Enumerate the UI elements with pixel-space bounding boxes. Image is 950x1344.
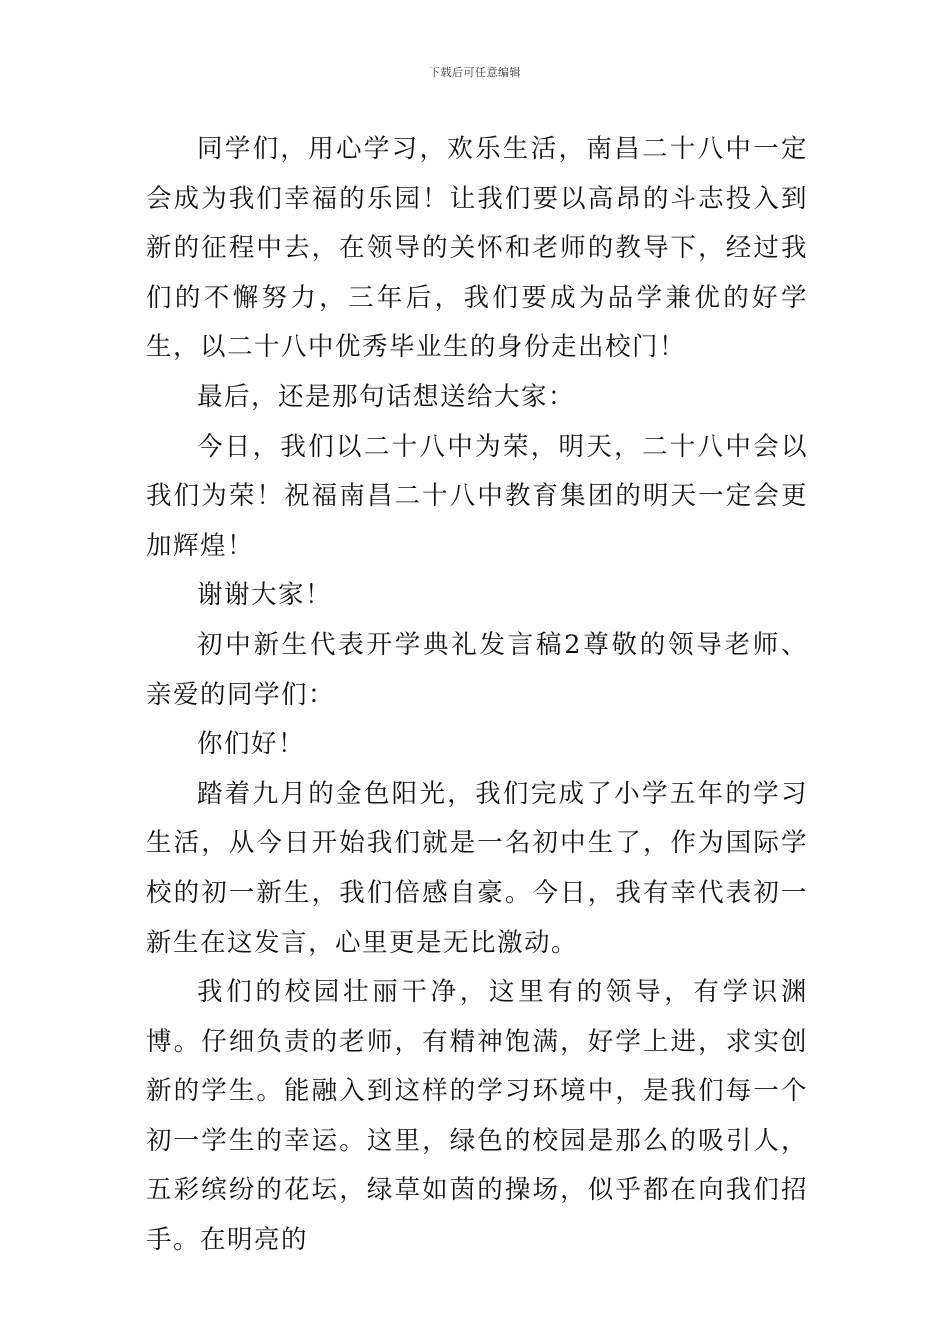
document-body: [146, 125, 808, 1266]
paragraph: 同学们，用心学习，欢乐生活，南昌二十八中一定会成为我们幸福的乐园！让我们要以高昂的斗志投入到新的征程中去，在领导的关怀和老师的教导下，经过我们的不懈努力，三年后，我们要成为品学兼优的好学生，以二十八中优秀毕业生的身份走出校门！: [146, 134, 808, 363]
paragraph: 谢谢大家！: [197, 580, 333, 611]
paragraph: 今日，我们以二十八中为荣，明天，二十八中会以我们为荣！祝福南昌二十八中教育集团的明天一定会更加辉煌！: [146, 431, 808, 561]
paragraph: 我们的校园壮丽干净，这里有的领导，有学识渊博。仔细负责的老师，有精神饱满，好学上进，求实创新的学生。能融入到这样的学习环境中，是我们每一个初一学生的幸运。这里，绿色的校园是那么的吸引人，五彩缤纷的花坛，绿草如茵的操场，似乎都在向我们招手。在明亮的: [146, 977, 808, 1256]
paragraph: 最后，还是那句话想送给大家：: [197, 381, 576, 412]
page-header: 下载后可任意编辑: [429, 66, 521, 79]
paragraph: 初中新生代表开学典礼发言稿2尊敬的领导老师、亲爱的同学们：: [146, 629, 808, 710]
paragraph: 你们好！: [197, 729, 306, 760]
paragraph: 踏着九月的金色阳光，我们完成了小学五年的学习生活，从今日开始我们就是一名初中生了，作为国际学校的初一新生，我们倍感自豪。今日，我有幸代表初一新生在这发言，心里更是无比激动。: [146, 778, 808, 958]
